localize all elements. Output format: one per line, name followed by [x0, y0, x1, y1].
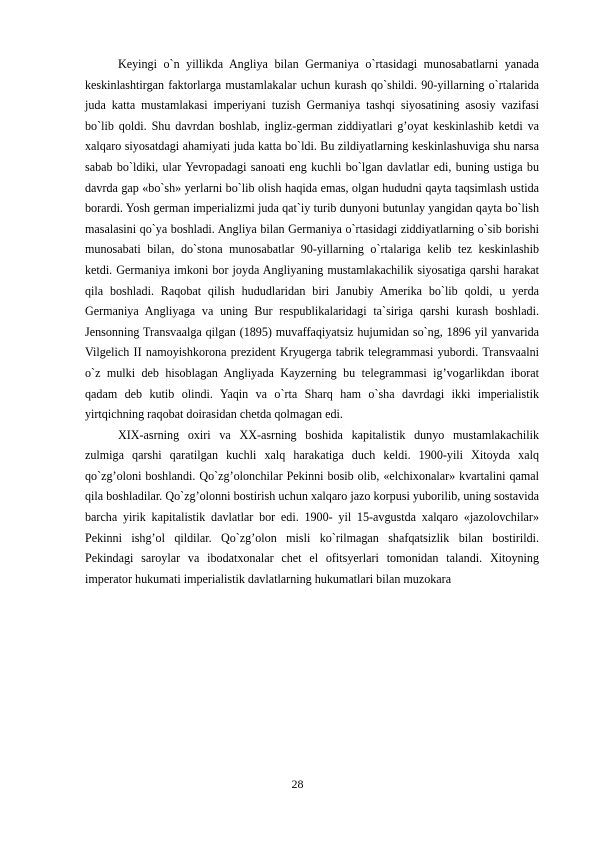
paragraph-2: XIX-asrning oxiri va XX-asrning boshida kapitalistik dunyo mustamlakachilik zulmiga qarshi qaratilgan kuchli xalq harakatiga duch keldi. 1900-yili Xitoyda xalq qo`zg’oloni boshlandi. Qo`zg’olonchilar Pekinni bosib olib, «elchixonalar» kvartalini qamal qila boshladilar. Qo`zg’olonni bostirish uchun xalqaro jazo korpusi yuborilib, uning sostavida barcha yirik kapitalistik davlatlar bor edi. 1900- yil 15-avgustda xalqaro «jazolovchilar» Pekinni ishg’ol qildilar. Qo`zg’olon misli ko`rilmagan shafqatsizlik bilan bostirildi. Pekindagi saroylar va ibodatxonalar chet el ofitsyerlari tomonidan talandi. Xitoyning imperator hukumati imperialistik davlatlarning hukumatlari bilan muzokara	[85, 427, 539, 586]
paragraph-1: Keyingi o`n yillikda Angliya bilan Germaniya o`rtasidagi munosabatlarni yanada keskinlashtirgan faktorlarga mustamlakalar uchun kurash qo`shildi. 90-yillarning o`rtalarida juda katta mustamlakasi imperiyani tuzish Germaniya tashqi siyosatining asosiy vazifasi bo`lib qoldi. Shu davrdan boshlab, ingliz-german ziddiyatlari g’oyat keskinlashib ketdi va xalqaro siyosatdagi ahamiyati juda katta bo`ldi. Bu zildiyatlarning keskinlashuviga shu narsa sabab bo`ldiki, ular Yevropadagi sanoati eng kuchli bo`lgan davlatlar edi, buning ustiga bu davrda gap «bo`sh» yerlarni bo`lib olish haqida emas, olgan hududni qayta taqsimlash ustida borardi. Yosh german imperializmi juda qat`iy turib dunyoni butunlay yangidan qayta bo`lish masalasini qo`ya boshladi. Angliya bilan Germaniya o`rtasidagi ziddiyatlarning o`sib borishi munosabati bilan, do`stona munosabatlar 90-yillarning o`rtalariga kelib tez keskinlashib ketdi. Germaniya imkoni bor joyda Angliyaning mustamlakachilik siyosatiga qarshi harakat qila boshladi. Raqobat qilish hududlaridan biri Janubiy Amerika bo`lib qoldi, u yerda Germaniya Angliyaga va uning Bur respublikalaridagi ta`siriga qarshi kurash boshladi. Jensonning Transvaalga qilgan (1895) muvaffaqiyatsiz hujumidan so`ng, 1896 yil yanvarida Vilgelich II namoyishkorona prezident Kryugerga tabrik telegrammasi yubordi. Transvaalni o`z mulki deb hisoblagan Angliyada Kayzerning bu telegrammasi ig’vogarlikdan iborat qadam deb kutib olindi. Yaqin va o`rta Sharq ham o`sha davrdagi ikki imperialistik yirtqichning raqobat doirasidan chetda qolmagan edi.	[85, 57, 539, 422]
page-number: 28	[291, 777, 304, 791]
page-body	[85, 54, 539, 589]
